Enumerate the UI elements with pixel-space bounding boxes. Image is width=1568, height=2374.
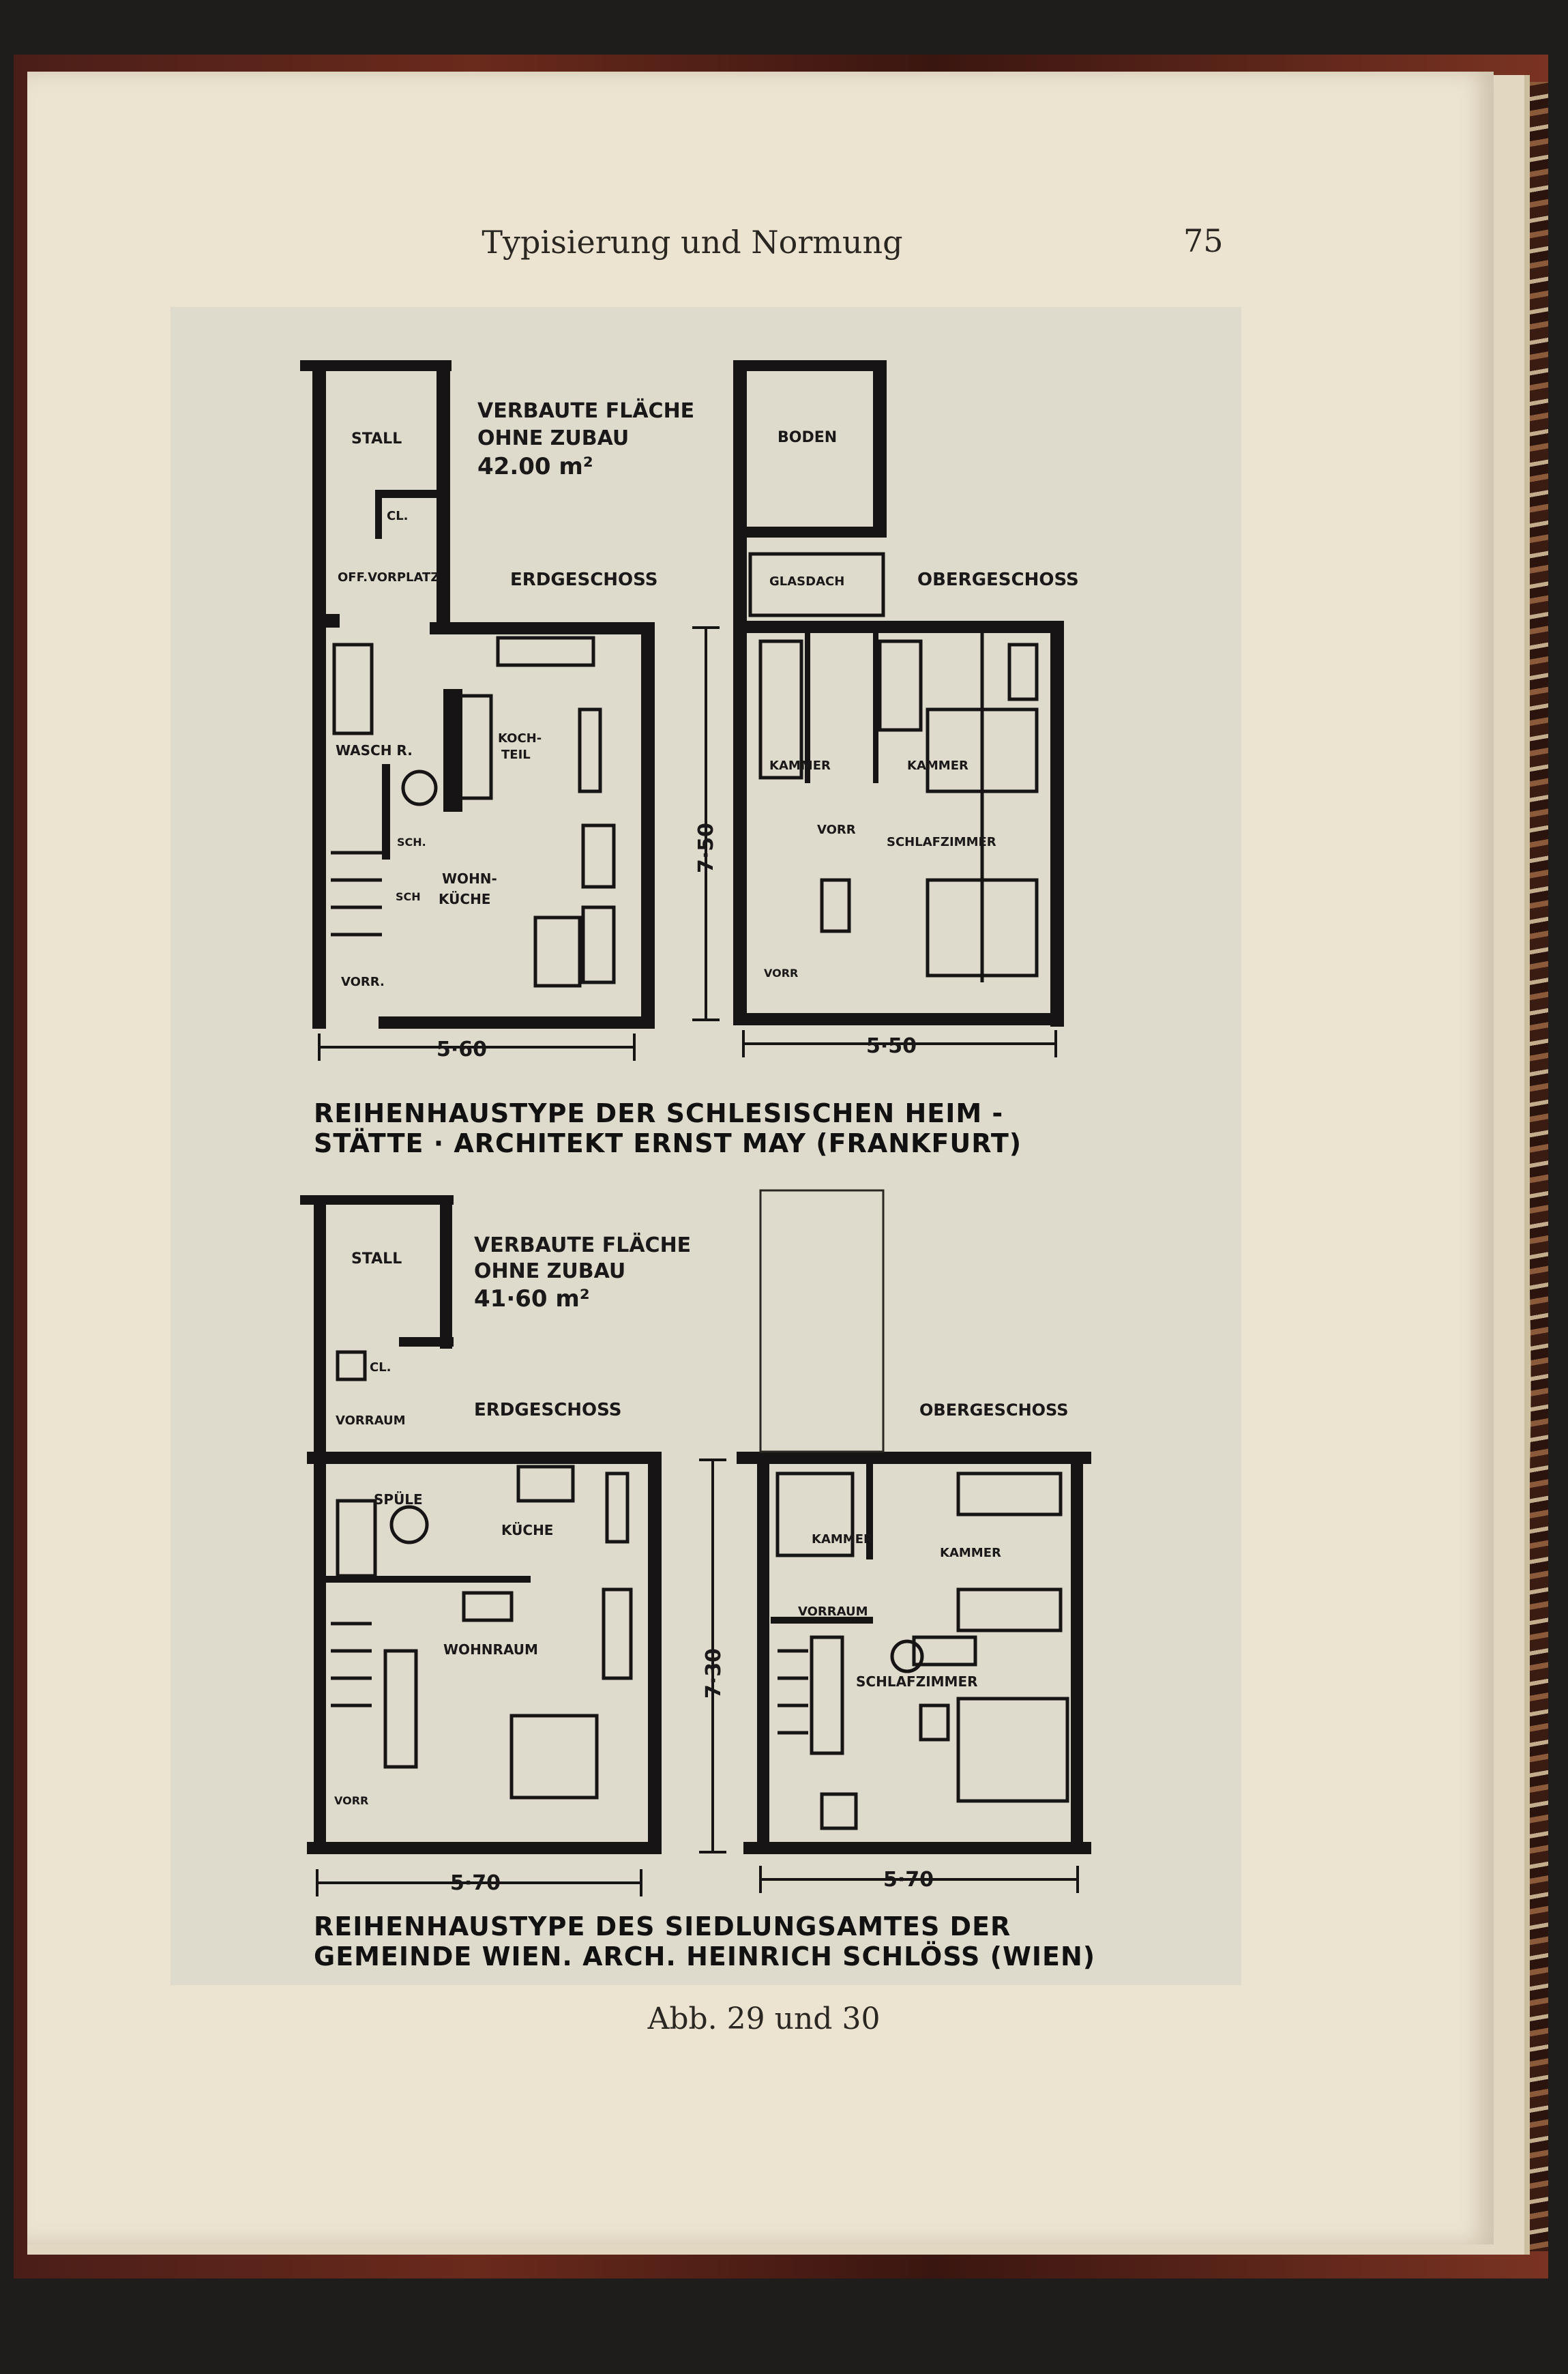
room2-schlafzimmer: SCHLAFZIMMER: [856, 1673, 978, 1690]
width2-dim-ground: 5·70: [450, 1871, 501, 1895]
room-kueche-2: KÜCHE: [501, 1522, 554, 1538]
floor2-label-ground: ERDGESCHOSS: [474, 1400, 622, 1420]
caption-30-line2: GEMEINDE WIEN. ARCH. HEINRICH SCHLÖSS (WIEN): [314, 1941, 1096, 1972]
caption-figure-30: [314, 1911, 1159, 1972]
room-vorr-upper-2: VORR: [764, 967, 799, 980]
room-koch: KOCH-: [498, 731, 542, 746]
room-vorr-upper: VORR: [817, 823, 856, 837]
width-dim-ground: 5·60: [437, 1038, 488, 1061]
height-dim: 7·50: [694, 822, 718, 873]
figure-reference: Abb. 29 und 30: [647, 2002, 881, 2036]
page-number: 75: [1183, 222, 1224, 259]
room-wasch: WASCH R.: [336, 742, 413, 759]
width2-dim-upper: 5·70: [883, 1868, 934, 1892]
room2-kammer-2: KAMMER: [940, 1546, 1001, 1560]
room-cl: CL.: [387, 509, 409, 523]
height2-dim: 7·30: [702, 1647, 726, 1699]
plan1-upper-walls: [733, 360, 1064, 1027]
room-kammer-1: KAMMER: [769, 759, 831, 773]
caption-29-line2: STÄTTE · ARCHITEKT ERNST MAY (FRANKFURT): [314, 1128, 1022, 1158]
room-cl-2: CL.: [370, 1360, 391, 1375]
plan1-ground-fixtures: [331, 638, 614, 986]
area-label-1: VERBAUTE FLÄCHE: [477, 399, 695, 423]
room-glasdach: GLASDACH: [769, 574, 845, 589]
room2-kammer-1: KAMMER: [812, 1532, 873, 1547]
room-sch1: SCH.: [397, 836, 426, 849]
room-schlafzimmer: SCHLAFZIMMER: [887, 835, 996, 849]
area-value: 42.00 m²: [477, 453, 593, 480]
room-vorr: VORR.: [341, 975, 385, 989]
area2-label-2: OHNE ZUBAU: [474, 1259, 626, 1283]
room-spuele: SPÜLE: [374, 1491, 423, 1508]
room2-vorraum: VORRAUM: [798, 1604, 868, 1619]
caption-figure-29: [314, 1098, 1159, 1158]
floor-label-ground: ERDGESCHOSS: [510, 570, 658, 590]
room-teil: TEIL: [501, 748, 531, 762]
room-off-vorplatz: OFF.VORPLATZ: [338, 570, 440, 585]
plan2-upper-outline: [760, 1190, 883, 1452]
room-stall-2: STALL: [351, 1250, 402, 1267]
room-stall: STALL: [351, 430, 402, 448]
floor2-label-upper: OBERGESCHOSS: [919, 1401, 1069, 1420]
plan2-upper-fixtures: [778, 1474, 1067, 1828]
area2-label-1: VERBAUTE FLÄCHE: [474, 1233, 692, 1257]
caption-29-line1: REIHENHAUSTYPE DER SCHLESISCHEN HEIM -: [314, 1098, 1004, 1128]
floor-label-upper: OBERGESCHOSS: [917, 570, 1079, 590]
room-vorr-2: VORR: [334, 1794, 369, 1807]
area-label-2: OHNE ZUBAU: [477, 426, 630, 450]
room-wohn: WOHN-: [442, 870, 497, 887]
room-wohnraum: WOHNRAUM: [443, 1641, 538, 1658]
room-sch2: SCH: [396, 890, 421, 903]
room-vorraum: VORRAUM: [336, 1413, 406, 1428]
caption-30-line1: REIHENHAUSTYPE DES SIEDLUNGSAMTES DER: [314, 1911, 1011, 1941]
area2-value: 41·60 m²: [474, 1285, 590, 1313]
room-kammer-2: KAMMER: [907, 759, 968, 773]
running-header: Typisierung und Normung: [482, 224, 903, 261]
width-dim-upper: 5·50: [866, 1034, 917, 1058]
room-kueche: KÜCHE: [439, 891, 491, 907]
room-boden: BODEN: [778, 429, 838, 446]
